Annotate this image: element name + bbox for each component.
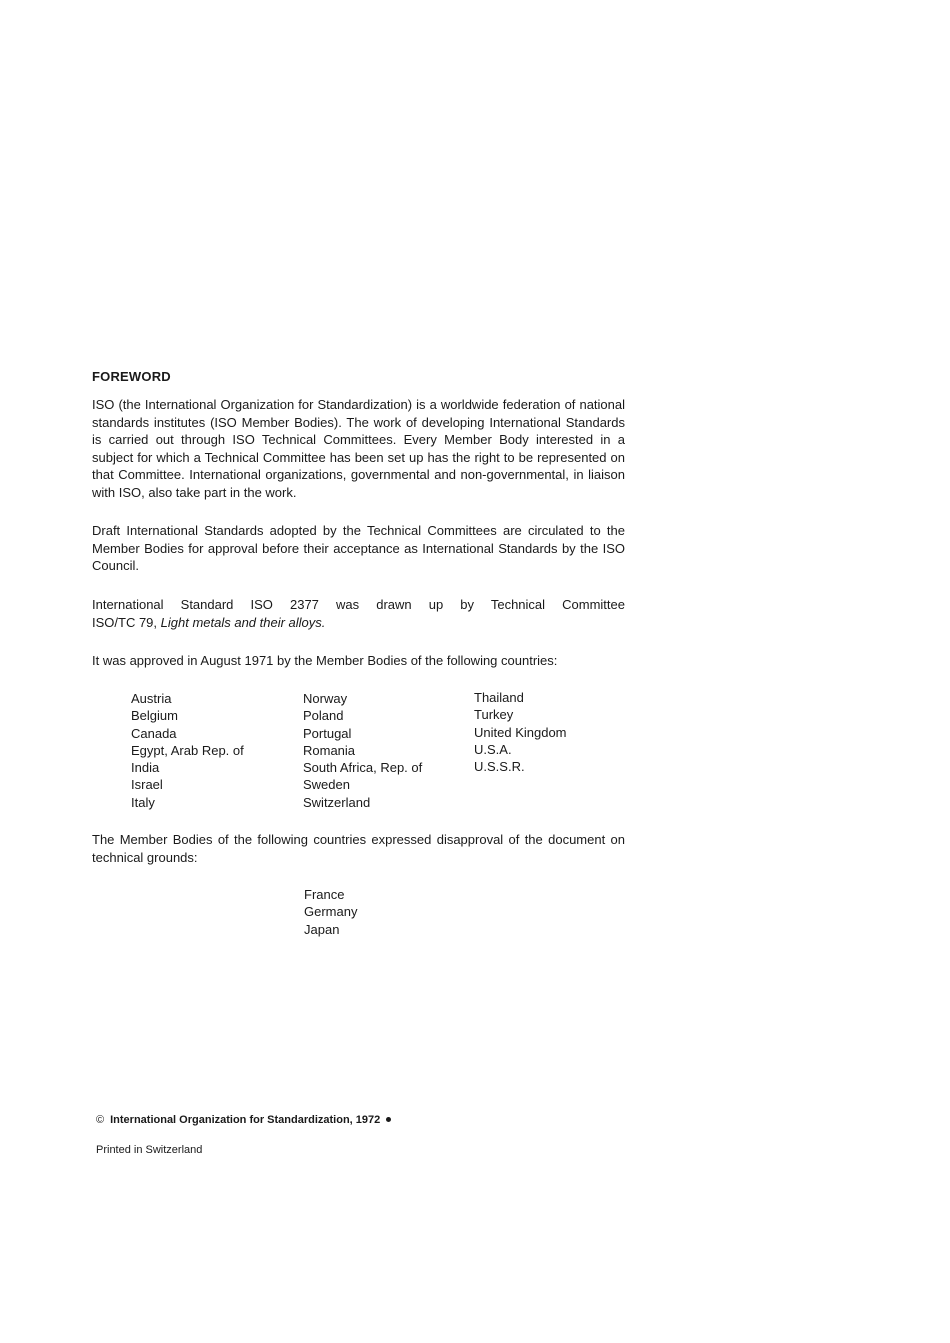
country-item: U.S.S.R.: [474, 759, 525, 775]
country-item: Turkey: [474, 707, 514, 723]
country-item: South Africa, Rep. of: [303, 760, 423, 776]
country-item: Israel: [131, 777, 163, 793]
committee-title: Light metals and their alloys.: [160, 614, 326, 630]
country-item: Italy: [131, 794, 155, 810]
country-item: Norway: [303, 691, 348, 706]
paragraph-3-line-1: International Standard ISO 2377 was drawn up by Technical Committee: [92, 597, 625, 612]
country-item: Thailand: [474, 690, 524, 705]
copyright-line: [96, 1114, 391, 1126]
country-item: Switzerland: [303, 794, 371, 810]
foreword-paragraph-3: [92, 596, 625, 631]
country-item: Portugal: [303, 725, 352, 741]
disapproving-countries-list: [304, 886, 357, 938]
foreword-paragraph-1: ISO (the International Organization for Standardization) is a worldwide federation of national standards institutes (ISO Member Bodies). The work of developing International Standards is carried out through ISO Technical Committees. Every Member Body interested in a subject for which a Technical Committee has been set up has the right to be represented on that Committee. International organizations, governmental and non-governmental, in liaison with ISO, also take part in the work.: [92, 397, 625, 500]
country-item: Egypt, Arab Rep. of: [131, 742, 244, 758]
country-item: France: [304, 887, 345, 902]
committee-reference: ISO/TC 79,: [92, 614, 161, 630]
country-item: Belgium: [131, 708, 178, 724]
printed-in-line: Printed in Switzerland: [96, 1144, 203, 1156]
country-item: Germany: [304, 904, 358, 920]
country-item: Sweden: [303, 777, 350, 793]
country-item: Canada: [131, 725, 177, 741]
country-item: U.S.A.: [474, 741, 512, 757]
country-item: Poland: [303, 708, 344, 724]
copyright-symbol: ©: [96, 1114, 105, 1126]
paragraph-3-line-2: [92, 614, 625, 632]
bullet-dot-icon: [386, 1117, 391, 1122]
foreword-heading: FOREWORD: [92, 369, 171, 384]
country-item: United Kingdom: [474, 724, 567, 740]
foreword-paragraph-4: It was approved in August 1971 by the Member Bodies of the following countries:: [92, 653, 558, 668]
country-item: Austria: [131, 691, 172, 706]
country-item: Romania: [303, 742, 356, 758]
country-item: Japan: [304, 921, 340, 937]
approving-countries-column-3: [474, 689, 567, 775]
approving-countries-column-2: [303, 690, 422, 811]
copyright-text: International Organization for Standardization, 1972: [110, 1114, 381, 1126]
foreword-paragraph-5: The Member Bodies of the following countries expressed disapproval of the document on technical grounds:: [92, 832, 625, 865]
approving-countries-column-1: [131, 690, 244, 811]
country-item: India: [131, 760, 160, 776]
foreword-paragraph-2: Draft International Standards adopted by the Technical Committees are circulated to the Member Bodies for approval before their acceptance as International Standards by the ISO Council.: [92, 523, 625, 573]
